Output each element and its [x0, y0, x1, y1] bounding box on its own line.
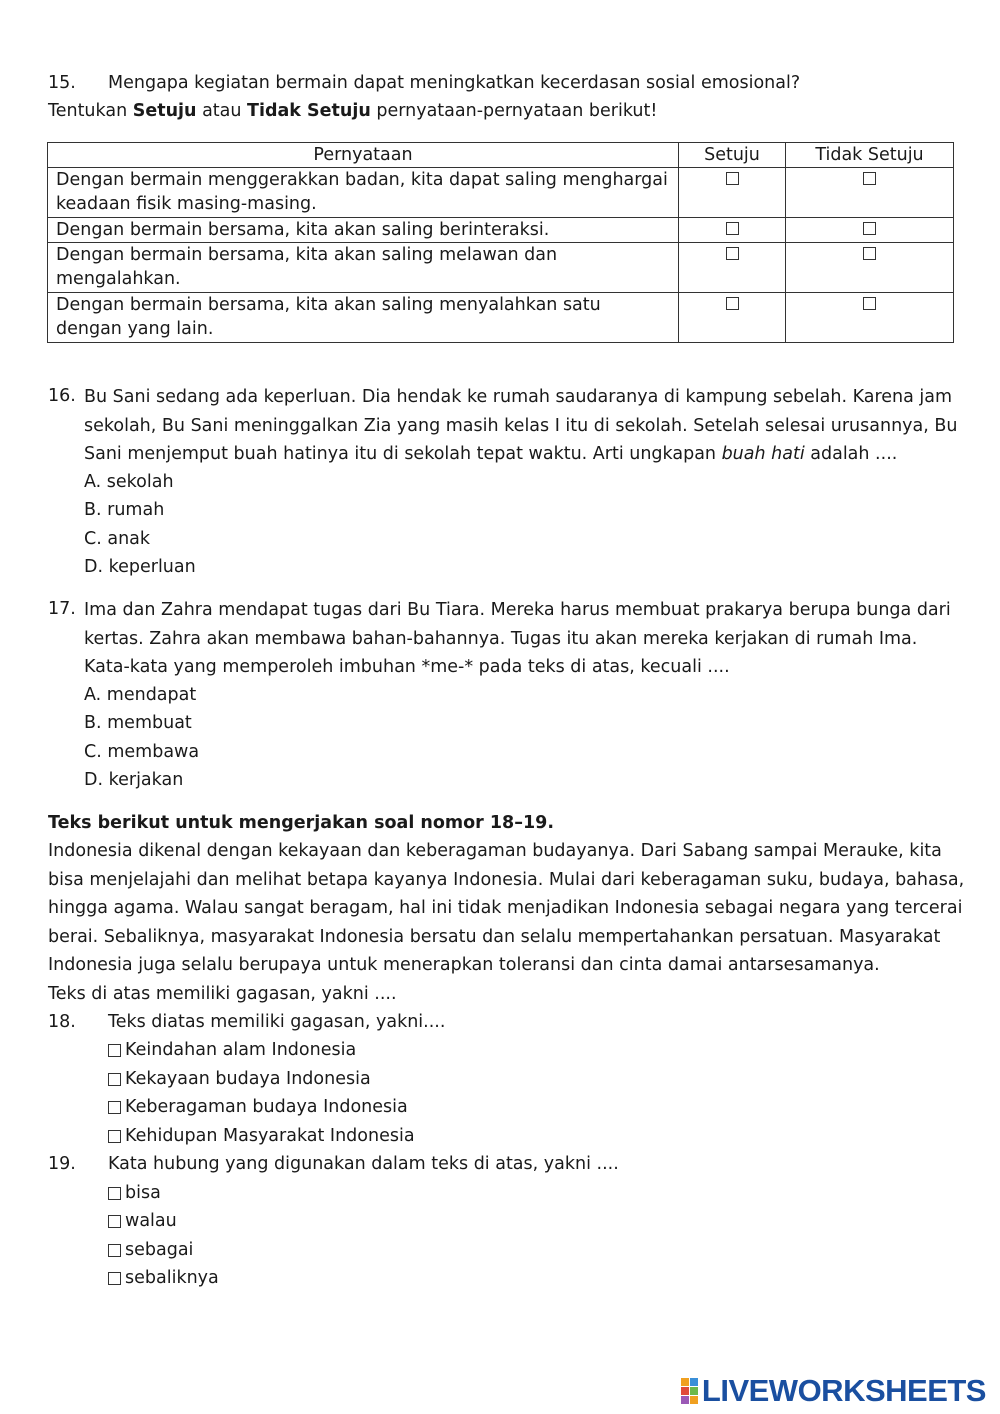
checkbox[interactable] — [108, 1244, 121, 1257]
question-18-text: Teks diatas memiliki gagasan, yakni.... — [108, 1012, 446, 1032]
statement: Dengan bermain bersama, kita akan saling melawan dan mengalahkan. — [48, 243, 679, 293]
question-number: 18. — [48, 1012, 76, 1032]
checkbox[interactable] — [108, 1130, 121, 1143]
question-number: 16. — [48, 386, 76, 406]
option-b[interactable]: B. rumah — [84, 500, 165, 520]
passage-line: hingga agama. Walau sangat beragam, hal ini tidak menjadikan Indonesia sebagai negara yang tercerai — [48, 898, 963, 918]
setuju-checkbox[interactable] — [726, 172, 739, 185]
setuju-checkbox[interactable] — [726, 247, 739, 260]
option-c[interactable]: C. anak — [84, 529, 151, 549]
tidak-setuju-checkbox[interactable] — [863, 297, 876, 310]
option-c[interactable]: C. membawa — [84, 742, 200, 762]
question-number: 15. — [48, 73, 76, 93]
option-a[interactable]: A. mendapat — [84, 685, 197, 705]
brand-name: LIVEWORKSHEETS — [701, 1373, 986, 1408]
passage-line: berai. Sebaliknya, masyarakat Indonesia bersatu dan selalu mempertahankan persatuan. Masyarakat — [48, 927, 941, 947]
statement: Dengan bermain bersama, kita akan saling menyalahkan satu dengan yang lain. — [48, 293, 679, 343]
choice-option[interactable]: Kekayaan budaya Indonesia — [108, 1069, 371, 1089]
table-row — [48, 293, 954, 343]
choice-option[interactable]: Keindahan alam Indonesia — [108, 1040, 356, 1060]
question-number: 19. — [48, 1154, 76, 1174]
passage-line: Indonesia juga selalu berupaya untuk menerapkan toleransi dan cinta damai antarsesamanya. — [48, 955, 880, 975]
question-16-text: Bu Sani sedang ada keperluan. Dia hendak ke rumah saudaranya di kampung sebelah. Karena jam sekolah, Bu Sani meninggalkan Zia yang masih kelas I itu di sekolah. Setelah selesai urusannya, Bu Sani menjemput buah hatinya itu di sekolah tepat waktu. Arti ungkapan buah hati adalah .... — [84, 387, 958, 465]
passage-heading: Teks berikut untuk mengerjakan soal nomor 18–19. — [48, 813, 554, 833]
checkbox[interactable] — [108, 1044, 121, 1057]
choice-option[interactable]: sebagai — [108, 1240, 193, 1260]
passage-line: bisa menjelajahi dan melihat betapa kayanya Indonesia. Mulai dari keberagaman suku, budaya, bahasa, — [48, 870, 965, 890]
passage-line: Indonesia dikenal dengan kekayaan dan keberagaman budayanya. Dari Sabang sampai Merauke, kita — [48, 841, 942, 861]
statement: Dengan bermain bersama, kita akan saling berinteraksi. — [48, 218, 679, 243]
agree-table — [47, 142, 954, 343]
choice-option[interactable]: walau — [108, 1211, 177, 1231]
choice-option[interactable]: bisa — [108, 1183, 161, 1203]
option-d[interactable]: D. keperluan — [84, 557, 196, 577]
question-19-text: Kata hubung yang digunakan dalam teks di atas, yakni .... — [108, 1154, 619, 1174]
setuju-checkbox[interactable] — [726, 222, 739, 235]
choice-option[interactable]: Keberagaman budaya Indonesia — [108, 1097, 408, 1117]
header-tidak-setuju: Tidak Setuju — [786, 143, 954, 168]
table-row — [48, 168, 954, 218]
liveworksheets-logo — [681, 1373, 986, 1409]
checkbox[interactable] — [108, 1101, 121, 1114]
choice-option[interactable]: sebaliknya — [108, 1268, 219, 1288]
tidak-setuju-checkbox[interactable] — [863, 247, 876, 260]
choice-option[interactable]: Kehidupan Masyarakat Indonesia — [108, 1126, 415, 1146]
instruction: Tentukan Setuju atau Tidak Setuju pernyataan-pernyataan berikut! — [48, 101, 658, 121]
checkbox[interactable] — [108, 1073, 121, 1086]
question-text: Mengapa kegiatan bermain dapat meningkatkan kecerdasan sosial emosional? — [108, 73, 801, 93]
logo-icon — [681, 1378, 698, 1404]
checkbox[interactable] — [108, 1187, 121, 1200]
setuju-checkbox[interactable] — [726, 297, 739, 310]
statement: Dengan bermain menggerakkan badan, kita dapat saling menghargai keadaan fisik masing-masing. — [48, 168, 679, 218]
tidak-setuju-checkbox[interactable] — [863, 222, 876, 235]
tidak-setuju-checkbox[interactable] — [863, 172, 876, 185]
table-row — [48, 218, 954, 243]
question-17-text: Ima dan Zahra mendapat tugas dari Bu Tiara. Mereka harus membuat prakarya berupa bunga dari kertas. Zahra akan membawa bahan-bahannya. Tugas itu akan mereka kerjakan di rumah Ima. Kata-kata yang memperoleh imbuhan *me-* pada teks di atas, kecuali .... — [84, 600, 951, 678]
header-setuju: Setuju — [679, 143, 786, 168]
question-15 — [48, 73, 801, 93]
question-number: 17. — [48, 599, 76, 619]
table-row — [48, 243, 954, 293]
checkbox[interactable] — [108, 1215, 121, 1228]
option-a[interactable]: A. sekolah — [84, 472, 174, 492]
option-d[interactable]: D. kerjakan — [84, 770, 184, 790]
passage-line: Teks di atas memiliki gagasan, yakni .... — [48, 984, 397, 1004]
header-pernyataan: Pernyataan — [48, 143, 679, 168]
option-b[interactable]: B. membuat — [84, 713, 192, 733]
checkbox[interactable] — [108, 1272, 121, 1285]
